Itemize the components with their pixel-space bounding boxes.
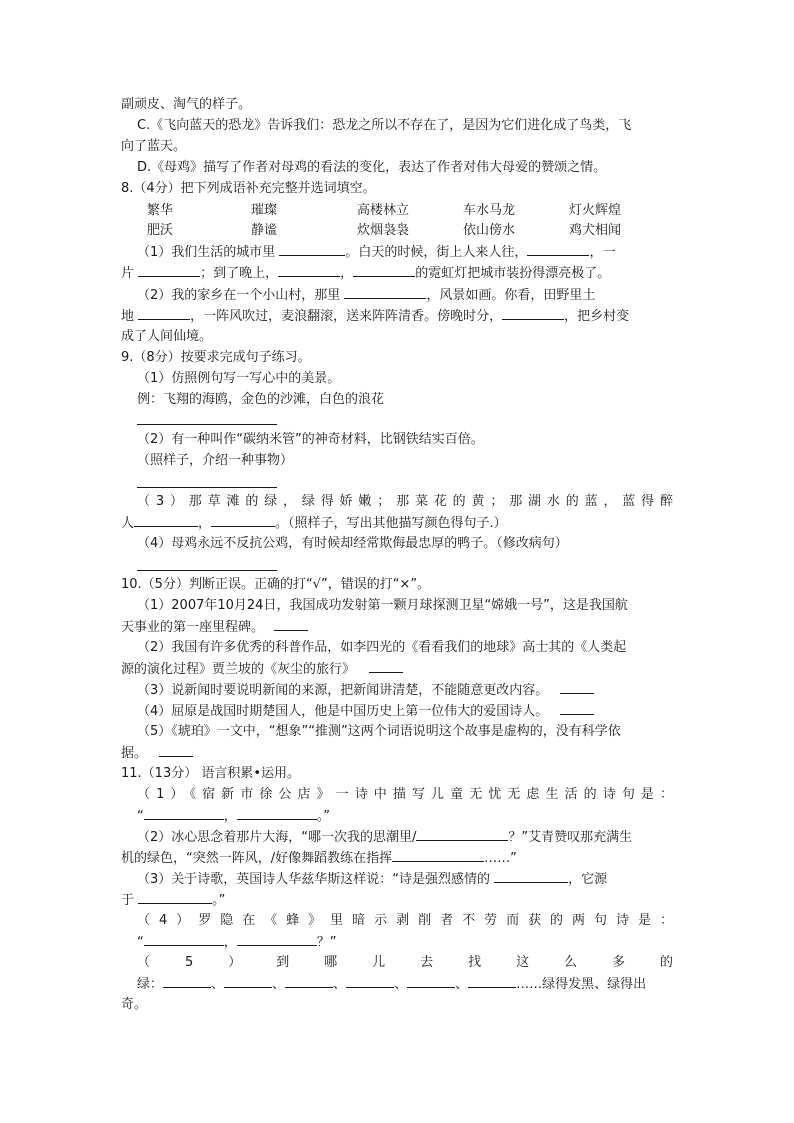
q11-part5-line1: （5）到哪儿去找这么多的 [137,955,673,970]
answer-blank[interactable] [353,264,415,277]
answer-blank[interactable] [369,660,403,673]
answer-line[interactable] [137,487,277,488]
q11-title: 11.（13分） 语言积累•运用。 [121,766,301,781]
text: 天事业的第一座里程碑。 [121,620,265,635]
q10-item1-line2 [121,618,308,637]
q10-item2-line2 [121,660,403,679]
answer-blank[interactable] [279,243,345,256]
text: 、 [394,977,408,992]
answer-blank[interactable] [502,307,564,320]
answer-blank[interactable] [468,975,516,988]
q11-part5-line3: 奇。 [121,997,148,1012]
q8-sentence1-line1 [137,243,615,262]
q10-item3 [137,681,594,700]
word-bank-item: 肥沃 [147,223,174,238]
q8-sentence2-line3: 成了人间仙境。 [121,329,213,344]
answer-blank[interactable] [138,891,212,904]
q9-part2: （2）有一种叫作“碳纳米管”的神奇材料，比钢铁结实百倍。 [137,432,484,447]
q7-option-d: D.《母鸡》描写了作者对母鸡的看法的变化，表达了作者对伟大母爱的赞颂之情。 [137,160,607,175]
text: （1）我们生活的城市里 [137,245,276,260]
word-bank-item: 炊烟袅袅 [357,223,410,238]
text: ， [340,266,354,281]
text: 、 [333,977,347,992]
text: ， [223,935,237,950]
answer-blank[interactable] [134,514,198,527]
q11-part3-line1 [137,870,607,889]
word-bank-item: 依山傍水 [463,223,516,238]
q9-part2-requirement: （照样子，介绍一种事物） [137,453,294,468]
text: “ [137,809,144,824]
answer-blank[interactable] [560,681,594,694]
word-bank-item: 静谧 [251,223,278,238]
answer-blank[interactable] [144,807,224,820]
text: 。” [212,893,226,908]
q11-part4-line1: （4）罗隐在《蜂》里暗示剥削者不劳而获的两句诗是： [137,913,673,928]
word-bank-item: 璀璨 [251,203,278,218]
answer-blank[interactable] [527,243,589,256]
text: 、 [272,977,286,992]
answer-blank[interactable] [274,618,308,631]
text: ， [198,516,212,531]
q7-option-c-line2: 向了蓝天。 [121,139,187,154]
q8-title: 8.（4分）把下列成语补充完整并选词填空。 [121,181,376,196]
q11-part2-line2 [121,849,517,868]
text: “ [137,935,144,950]
answer-blank[interactable] [407,975,455,988]
q8-sentence2-line2 [121,307,629,326]
q7-option-c-line1: C.《飞向蓝天的恐龙》告诉我们：恐龙之所以不存在了，是因为它们进化成了鸟类，飞 [137,118,632,133]
text: 人 [121,516,135,531]
q8-sentence1-line2 [121,264,610,283]
q9-part1: （1）仿照例句写一写心中的美景。 [137,371,341,386]
answer-blank[interactable] [285,975,333,988]
q10-item5-line2 [121,744,193,763]
word-bank-item: 灯火辉煌 [569,203,622,218]
text: （3）说新闻时要说明新闻的来源，把新闻讲清楚，不能随意更改内容。 [137,683,549,698]
q9-part1-example: 例：飞翔的海鸥，金色的沙滩，白色的浪花 [137,392,385,407]
answer-blank[interactable] [237,807,317,820]
q9-part3-line2 [121,514,507,533]
text: ？” [316,935,337,950]
text: 据。 [121,746,148,761]
text: 机的绿色，“突然一阵风，/好像舞蹈教练在指挥 [121,851,393,866]
q11-part1-line1: （1）《宿新市徐公店》一诗中描写儿童无忧无虑生活的诗句是： [137,787,673,802]
text: ；到了晚上， [200,266,279,281]
text: ，一阵风吹过，麦浪翻滚，送来阵阵清香。傍晚时分， [190,309,503,324]
answer-blank[interactable] [144,933,224,946]
answer-blank[interactable] [560,702,594,715]
q11-part5-line2 [137,975,646,994]
text: （3）关于诗歌，英国诗人华兹华斯这样说：“诗是强烈感情的 [137,872,491,887]
answer-blank[interactable] [346,975,394,988]
answer-blank[interactable] [344,286,426,299]
q10-item5-line1: （5）《琥珀》一文中，“想象”“推测”这两个词语说明这个故事是虚构的，没有科学依 [137,724,621,739]
text: 片 [121,266,135,281]
q11-part1-line2 [137,807,330,826]
answer-blank[interactable] [278,264,340,277]
q11-part3-line2 [121,891,225,910]
q10-title: 10.（5分）判断正误。正确的打“√”，错误的打“×”。 [121,577,431,592]
q8-sentence2-line1 [137,286,595,305]
text: 。白天的时候，街上人来人往， [345,245,528,260]
answer-blank[interactable] [163,975,211,988]
text: ……” [484,851,517,866]
answer-blank[interactable] [237,933,317,946]
answer-blank[interactable] [224,975,272,988]
text: ？”艾青赞叹那充满生 [508,830,633,845]
text: 源的演化过程》贾兰坡的《灰尘的旅行》 [121,662,356,677]
text: ，一 [589,245,616,260]
text: ……绿得发黑、绿得出 [516,977,647,992]
answer-blank[interactable] [392,849,484,862]
q9-part3-line1: （3）那草滩的绿，绿得娇嫩；那菜花的黄；那湖水的蓝，蓝得醉 [137,494,673,509]
q11-part4-line2 [137,933,337,952]
q7-continuation: 副顽皮、淘气的样子。 [121,97,252,112]
text: 、 [455,977,469,992]
q10-item2-line1: （2）我国有许多优秀的科普作品，如李四光的《看看我们的地球》高士其的《人类起 [137,640,627,655]
text: （2）冰心思念着那片大海，“哪一次我的思潮里/ [137,830,417,845]
answer-line[interactable] [137,570,277,571]
text: ， [223,809,237,824]
answer-blank[interactable] [211,514,275,527]
word-bank-item: 繁华 [147,203,174,218]
text: 、 [211,977,225,992]
text: 的霓虹灯把城市装扮得漂亮极了。 [415,266,611,281]
text: 于 [121,893,135,908]
text: ，它源 [568,872,608,887]
text: 绿： [137,977,164,992]
answer-blank[interactable] [416,828,508,841]
text: ，风景如画。你看，田野里土 [426,288,596,303]
text: （2）我的家乡在一个小山村，那里 [137,288,341,303]
word-bank-item: 车水马龙 [463,203,516,218]
answer-blank[interactable] [159,744,193,757]
q10-item4 [137,702,594,721]
text: 。” [316,809,331,824]
answer-blank[interactable] [138,307,190,320]
text: 地 [121,309,135,324]
text: 。（照样子，写出其他描写颜色得句子.） [275,516,507,531]
q11-part2-line1 [137,828,632,847]
word-bank-item: 鸡犬相闻 [569,223,622,238]
answer-blank[interactable] [138,264,200,277]
answer-line[interactable] [137,424,277,425]
q9-part4: （4）母鸡永远不反抗公鸡，有时候却经常欺侮最忠厚的鸭子。（修改病句） [137,536,568,551]
word-bank-item: 高楼林立 [357,203,410,218]
text: （4）屈原是战国时期楚国人，他是中国历史上第一位伟大的爱国诗人。 [137,704,549,719]
text: ，把乡村变 [564,309,630,324]
q10-item1-line1: （1）2007年10月24日，我国成功发射第一颗月球探测卫星“嫦娥一号”，这是我国航 [137,598,628,613]
answer-blank[interactable] [494,870,568,883]
q9-title: 9.（8分）按要求完成句子练习。 [121,350,311,365]
